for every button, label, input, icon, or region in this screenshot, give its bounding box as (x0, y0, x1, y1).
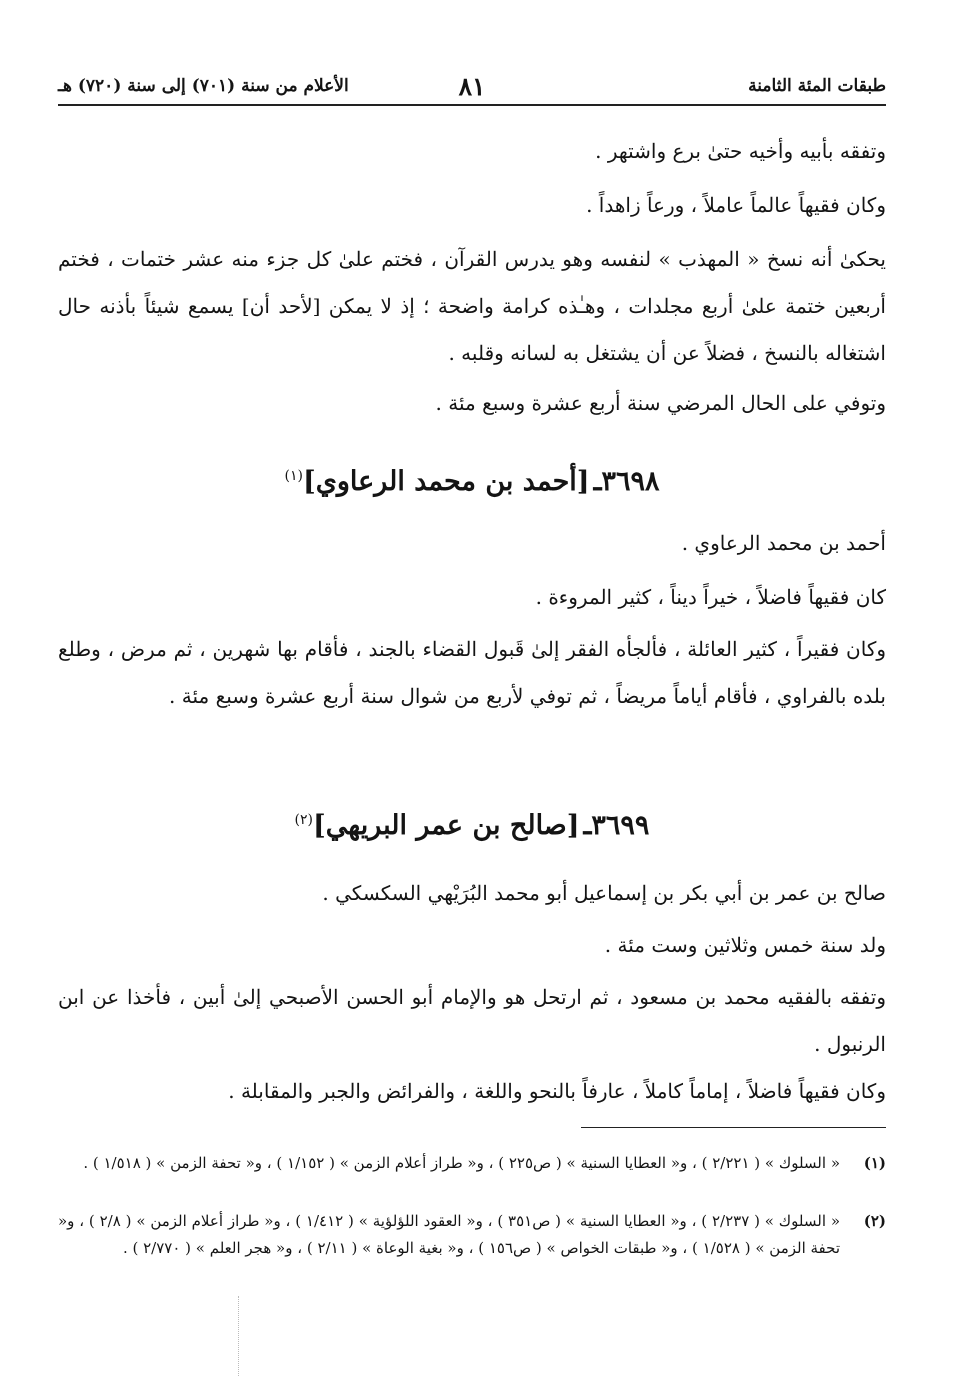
paragraph-7: وكان فقيراً ، كثير العائلة ، فألجأه الفقر إلىٰ قَبول القضاء بالجند ، فأقام بها شهرين ، ثم مرض ، وطلع بلده بالفراوي ، فأقام أياماً مريضاً ، ثم توفي لأربع من شوال سنة أربع عشرة وسبع مئة . (58, 637, 887, 708)
entry-heading-3699 (58, 810, 886, 841)
paragraph-8: صالح بن عمر بن أبي بكر بن إسماعيل أبو محمد البُرَيْهي السكسكي . (322, 881, 886, 905)
footnote-mark: (١) (863, 1154, 886, 1172)
footnote-1 (58, 1150, 886, 1177)
footnote-mark: (٢) (863, 1212, 886, 1230)
entry-name: [أحمد بن محمد الرعاوي] (302, 466, 590, 497)
paragraph-2: وكان فقيهاً عالماً عاملاً ، ورعاً زاهداً . (586, 193, 886, 217)
entry-number: ٣٦٩٩ـ (583, 810, 650, 841)
paragraph-6: كان فقيهاً فاضلاً ، خيراً ديناً ، كثير المروءة . (535, 585, 886, 609)
paragraph-1: وتفقه بأبيه وأخيه حتىٰ برع واشتهر . (595, 139, 886, 163)
running-title-left: الأعلام من سنة (٧٠١) إلى سنة (٧٢٠) هـ (58, 76, 349, 96)
page-number: ٨١ (458, 72, 486, 101)
header-rule (58, 104, 886, 106)
entry-heading-3698 (58, 466, 886, 497)
paragraph-9: ولد سنة خمس وثلاثين وست مئة . (604, 933, 886, 957)
paragraph-5: أحمد بن محمد الرعاوي . (681, 531, 886, 555)
footnote-rule (581, 1127, 886, 1128)
paragraph-10: وتفقه بالفقيه محمد بن مسعود ، ثم ارتحل هو والإمام أبو الحسن الأصبحي إلىٰ أبين ، فأخذا عن ابن الرنبول . (58, 985, 886, 1056)
entry-name: [صالح بن عمر البريهي] (313, 810, 580, 841)
running-title-right: طبقات المئة الثامنة (748, 76, 886, 96)
paragraph-4: وتوفي على الحال المرضي سنة أربع عشرة وسبع مئة . (435, 391, 886, 415)
paragraph-11: وكان فقيهاً فاضلاً ، إماماً كاملاً ، عارفاً بالنحو واللغة ، والفرائض والجبر والمقابلة . (228, 1079, 886, 1103)
scan-fold-line (238, 1296, 239, 1376)
footnote-text: « السلوك » ( ٢/٢٢١ ) ، و« العطايا السنية » ( ص٢٢٥ ) ، و« طراز أعلام الزمن » ( ١/١٥٢ ) ، و« تحفة الزمن » ( ١/٥١٨ ) . (83, 1154, 840, 1172)
footnote-ref-2[interactable]: (٢) (294, 812, 314, 828)
footnote-text: « السلوك » ( ٢/٢٣٧ ) ، و« العطايا السنية » ( ص٣٥١ ) ، و« العقود اللؤلؤية » ( ١/٤١٢ ) ، و« طراز أعلام الزمن » ( ٢/٨ ) ، و« تحفة الزمن » ( ١/٥٢٨ ) ، و« طبقات الخواص » ( ص١٥٦ ) ، و« بغية الوعاة » ( ٢/١١ ) ، و« هجر العلم » ( ٢/٧٧٠ ) . (58, 1212, 840, 1257)
entry-number: ٣٦٩٨ـ (593, 466, 660, 497)
paragraph-3: يحكىٰ أنه نسخ « المهذب » لنفسه وهو يدرس القرآن ، فختم علىٰ كل جزء منه عشر ختمات ، فختم أربعين ختمة علىٰ أربع مجلدات ، وهـٰذه كرامة واضحة ؛ إذ لا يمكن [لأحد أن] يسمع شيئاً بأذنه حال اشتغاله بالنسخ ، فضلاً عن أن يشتغل به لسانه وقلبه . (58, 247, 886, 365)
running-header (58, 72, 886, 102)
footnote-ref-1[interactable]: (١) (284, 468, 303, 484)
footnote-2 (58, 1208, 886, 1262)
